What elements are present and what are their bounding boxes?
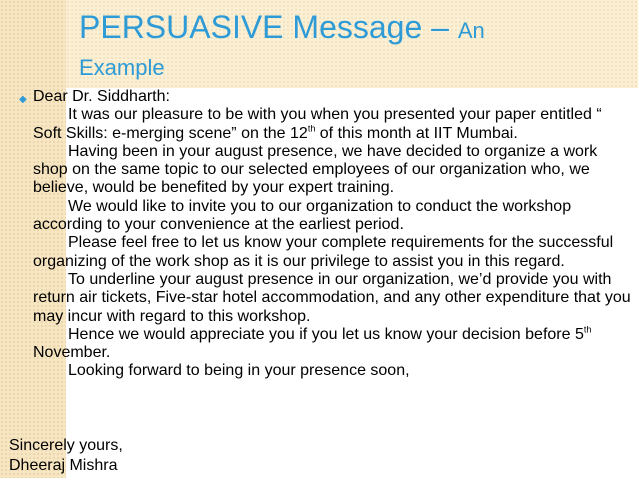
superscript: th [583, 324, 592, 335]
bullet-icon: ◆ [19, 94, 27, 105]
paragraph-6-text-end: November. [33, 344, 111, 362]
paragraph-5: To underline your august presence in our organization, we’d provide you with return air tickets, Five-star hotel accommodation, and any other expenditure that you may incur with regard to this workshop. [33, 270, 631, 325]
letter-closing [9, 436, 123, 476]
paragraph-6 [33, 326, 633, 363]
title-sub-line2: Example [79, 55, 165, 80]
paragraph-1-text-end: of this month at IIT Mumbai. [315, 124, 518, 142]
letter-body [33, 88, 633, 381]
slide-title [79, 10, 629, 88]
paragraph-2: Having been in your august presence, we have decided to organize a work shop on the same topic to our selected employees of our organization who, we believe, would be benefited by your expert training. [33, 142, 598, 197]
closing-line: Sincerely yours, [9, 437, 123, 454]
paragraph-7: Looking forward to being in your presence soon, [68, 362, 410, 380]
signature: Dheeraj Mishra [9, 457, 118, 474]
superscript: th [307, 123, 316, 134]
salutation: Dear Dr. Siddharth: [33, 88, 170, 105]
paragraph-4: Please feel free to let us know your complete requirements for the successful organizing of the work shop as it is our privilege to assist you in this regard. [33, 234, 614, 270]
paragraph-6-text: Hence we would appreciate you if you let us know your decision before 5 [68, 325, 584, 343]
paragraph-1-text: It was our pleasure to be with you when you presented your paper entitled “ Soft Skills: e-merging scene” on the 12 [33, 106, 602, 142]
paragraph-3: We would like to invite you to our organization to conduct the workshop according to your convenience at the earliest period. [33, 197, 572, 234]
title-main: PERSUASIVE Message – [79, 9, 458, 45]
title-sub: An [457, 18, 485, 43]
paragraph-1 [33, 106, 633, 143]
